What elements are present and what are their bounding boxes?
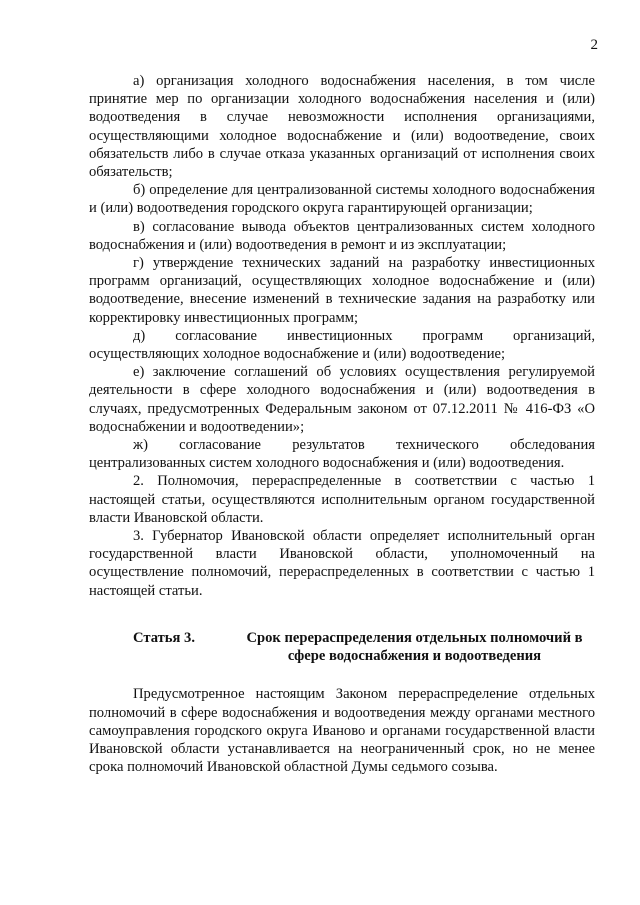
clause-2: 2. Полномочия, перераспределенные в соответствии с частью 1 настоящей статьи, осуществляются исполнительным органом государственной власти Ивановской области.	[89, 473, 595, 526]
document-body	[89, 72, 595, 776]
item-zh: ж) согласование результатов технического обследования централизованных систем холодного водоснабжения и (или) водоотведения.	[89, 437, 595, 472]
article-3-heading	[89, 629, 595, 665]
item-v: в) согласование вывода объектов централизованных систем холодного водоснабжения и (или) водоотведения в ремонт и из эксплуатации;	[89, 218, 595, 253]
article-3-label: Статья 3.	[133, 629, 195, 646]
item-d: д) согласование инвестиционных программ организаций, осуществляющих холодное водоснабжение и (или) водоотведение;	[89, 327, 595, 363]
item-g: г) утверждение технических заданий на разработку инвестиционных программ организаций, осуществляющих холодное водоснабжение и (или) водоотведение, внесение изменений в технические задания на разработку или корректировку инвестиционных программ;	[89, 255, 595, 326]
clause-3: 3. Губернатор Ивановской области определяет исполнительный орган государственной власти Ивановской области, уполномоченный на осуществление полномочий, перераспределенных в соответствии с частью 1 настоящей статьи.	[89, 528, 595, 599]
item-b: б) определение для централизованной системы холодного водоснабжения и (или) водоотведения городского округа гарантирующей организации;	[89, 182, 595, 217]
page-number: 2	[590, 37, 598, 53]
item-e: е) заключение соглашений об условиях осуществления регулируемой деятельности в сфере холодного водоснабжения и (или) водоотведения в случаях, предусмотренных Федеральным законом от 07.12.2011 № 416-ФЗ «О водоснабжении и водоотведении»;	[89, 364, 595, 435]
article-3-title: Срок перераспределения отдельных полномочий в сфере водоснабжения и водоотведения	[246, 629, 583, 665]
item-a: а) организация холодного водоснабжения населения, в том числе принятие мер по организации холодного водоснабжения населения и (или) водоотведения в случае невозможности исполнения организациями, осуществляющими холодное водоснабжение и (или) водоотведение, своих обязательств либо в случае отказа указанных организаций от исполнения своих обязательств;	[89, 73, 595, 181]
article-3-text: Предусмотренное настоящим Законом перераспределение отдельных полномочий в сфере водоснабжения и водоотведения между органами местного самоуправления городского округа Иваново и органами государственной власти Ивановской области устанавливается на неограниченный срок, но не менее срока полномочий Ивановской областной Думы седьмого созыва.	[89, 686, 595, 776]
